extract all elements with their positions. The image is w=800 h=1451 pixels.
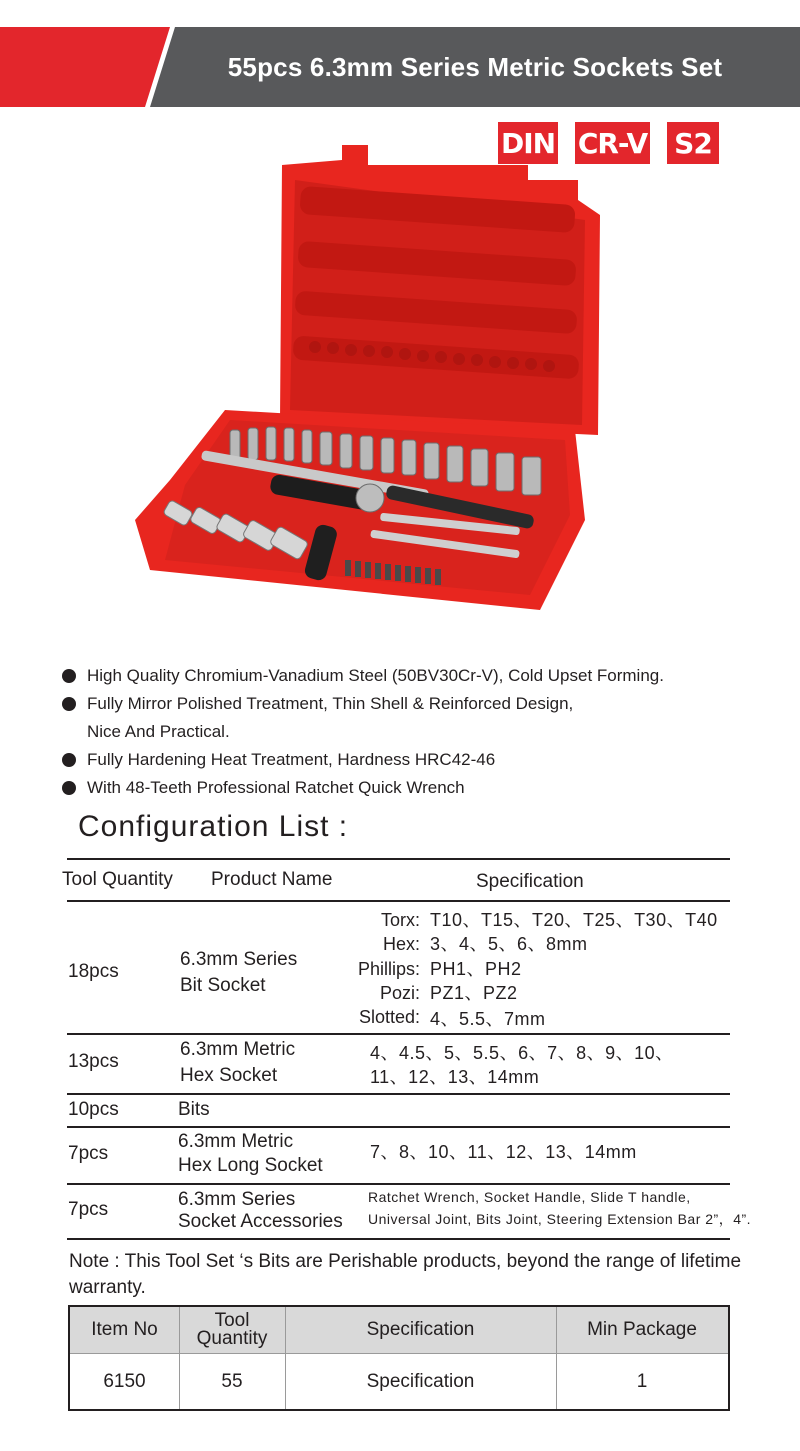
table-rule xyxy=(67,1033,730,1035)
header-min-package: Min Package xyxy=(587,1319,697,1340)
warranty-note: Note : This Tool Set ‘s Bits are Perishable products, beyond the range of lifetime warranty. xyxy=(69,1251,742,1298)
din-badge: DIN xyxy=(498,122,558,164)
row-quantity: 7pcs xyxy=(68,1143,109,1164)
configuration-title: Configuration List : xyxy=(78,810,349,843)
row-product-line: Hex Long Socket xyxy=(178,1155,323,1176)
spec-label-hex: Hex: xyxy=(382,934,420,954)
feature-item: High Quality Chromium-Vanadium Steel (50BV30Cr-V), Cold Upset Forming. xyxy=(62,662,782,690)
feature-list xyxy=(62,662,782,802)
header-product-name: Product Name xyxy=(211,869,333,890)
order-table xyxy=(68,1305,730,1411)
spec-value-hex: 3、4、5、6、8mm xyxy=(430,934,588,954)
spec-label-phillips: Phillips: xyxy=(357,959,420,979)
spec-line: Ratchet Wrench, Socket Handle, Slide T handle, xyxy=(368,1189,691,1205)
crv-badge: CR-V xyxy=(575,122,650,164)
spec-value-slotted: 4、5.5、7mm xyxy=(430,1009,546,1029)
feature-item: Fully Mirror Polished Treatment, Thin Shell & Reinforced Design, Nice And Practical. xyxy=(62,690,782,746)
table-rule xyxy=(67,858,730,860)
socket-set-case-illustration xyxy=(130,140,600,650)
cell-item-no: 6150 xyxy=(103,1370,146,1392)
row-product-line: 6.3mm Series xyxy=(178,1189,296,1210)
spec-line: 4、4.5、5、5.5、6、7、8、9、10、 xyxy=(370,1043,674,1063)
row-quantity: 18pcs xyxy=(68,961,119,982)
spec-label-pozi: Pozi: xyxy=(379,983,420,1003)
bullet-icon xyxy=(62,781,76,795)
header-specification: Specification xyxy=(366,1319,475,1340)
row-product-line: Hex Socket xyxy=(180,1065,278,1086)
spec-line: Universal Joint, Bits Joint, Steering Extension Bar 2”，4”. xyxy=(368,1211,752,1227)
row-quantity: 7pcs xyxy=(68,1199,109,1220)
cell-min-package: 1 xyxy=(636,1370,648,1392)
bullet-icon xyxy=(62,753,76,767)
table-rule xyxy=(67,1126,730,1128)
spec-value-phillips: PH1、PH2 xyxy=(430,959,522,979)
row-product-line: Bit Socket xyxy=(180,975,266,996)
s2-badge: S2 xyxy=(667,122,719,164)
table-rule xyxy=(67,1183,730,1185)
table-rule xyxy=(67,900,730,902)
header-tool-quantity: Tool Quantity xyxy=(62,869,173,890)
bullet-icon xyxy=(62,669,76,683)
row-product-line: 6.3mm Metric xyxy=(178,1131,294,1152)
table-rule xyxy=(67,1238,730,1240)
table-rule xyxy=(67,1093,730,1095)
spec-value-pozi: PZ1、PZ2 xyxy=(430,983,518,1003)
spec-value-torx: T10、T15、T20、T25、T30、T40 xyxy=(430,910,718,930)
cell-tool-quantity: 55 xyxy=(221,1370,243,1392)
row-product-line: 6.3mm Series xyxy=(180,949,298,970)
header-tool-quantity: Tool Quantity xyxy=(196,1310,268,1349)
row-product-line: Bits xyxy=(178,1099,210,1120)
feature-item: Fully Hardening Heat Treatment, Hardness HRC42-46 xyxy=(62,746,782,774)
spec-line: 7、8、10、11、12、13、14mm xyxy=(370,1142,637,1162)
row-quantity: 10pcs xyxy=(68,1099,119,1120)
header-item-no: Item No xyxy=(91,1319,158,1340)
feature-item: With 48-Teeth Professional Ratchet Quick Wrench xyxy=(62,774,782,802)
cell-specification: Specification xyxy=(366,1370,475,1392)
row-product-line: 6.3mm Metric xyxy=(180,1039,296,1060)
spec-label-torx: Torx: xyxy=(380,910,420,930)
page-title: 55pcs 6.3mm Series Metric Sockets Set xyxy=(227,51,723,82)
header-specification: Specification xyxy=(476,871,584,892)
bullet-icon xyxy=(62,697,76,711)
spec-label-slotted: Slotted: xyxy=(358,1007,420,1027)
row-product-line: Socket Accessories xyxy=(178,1211,343,1232)
row-quantity: 13pcs xyxy=(68,1051,119,1072)
spec-line: 11、12、13、14mm xyxy=(370,1067,540,1087)
